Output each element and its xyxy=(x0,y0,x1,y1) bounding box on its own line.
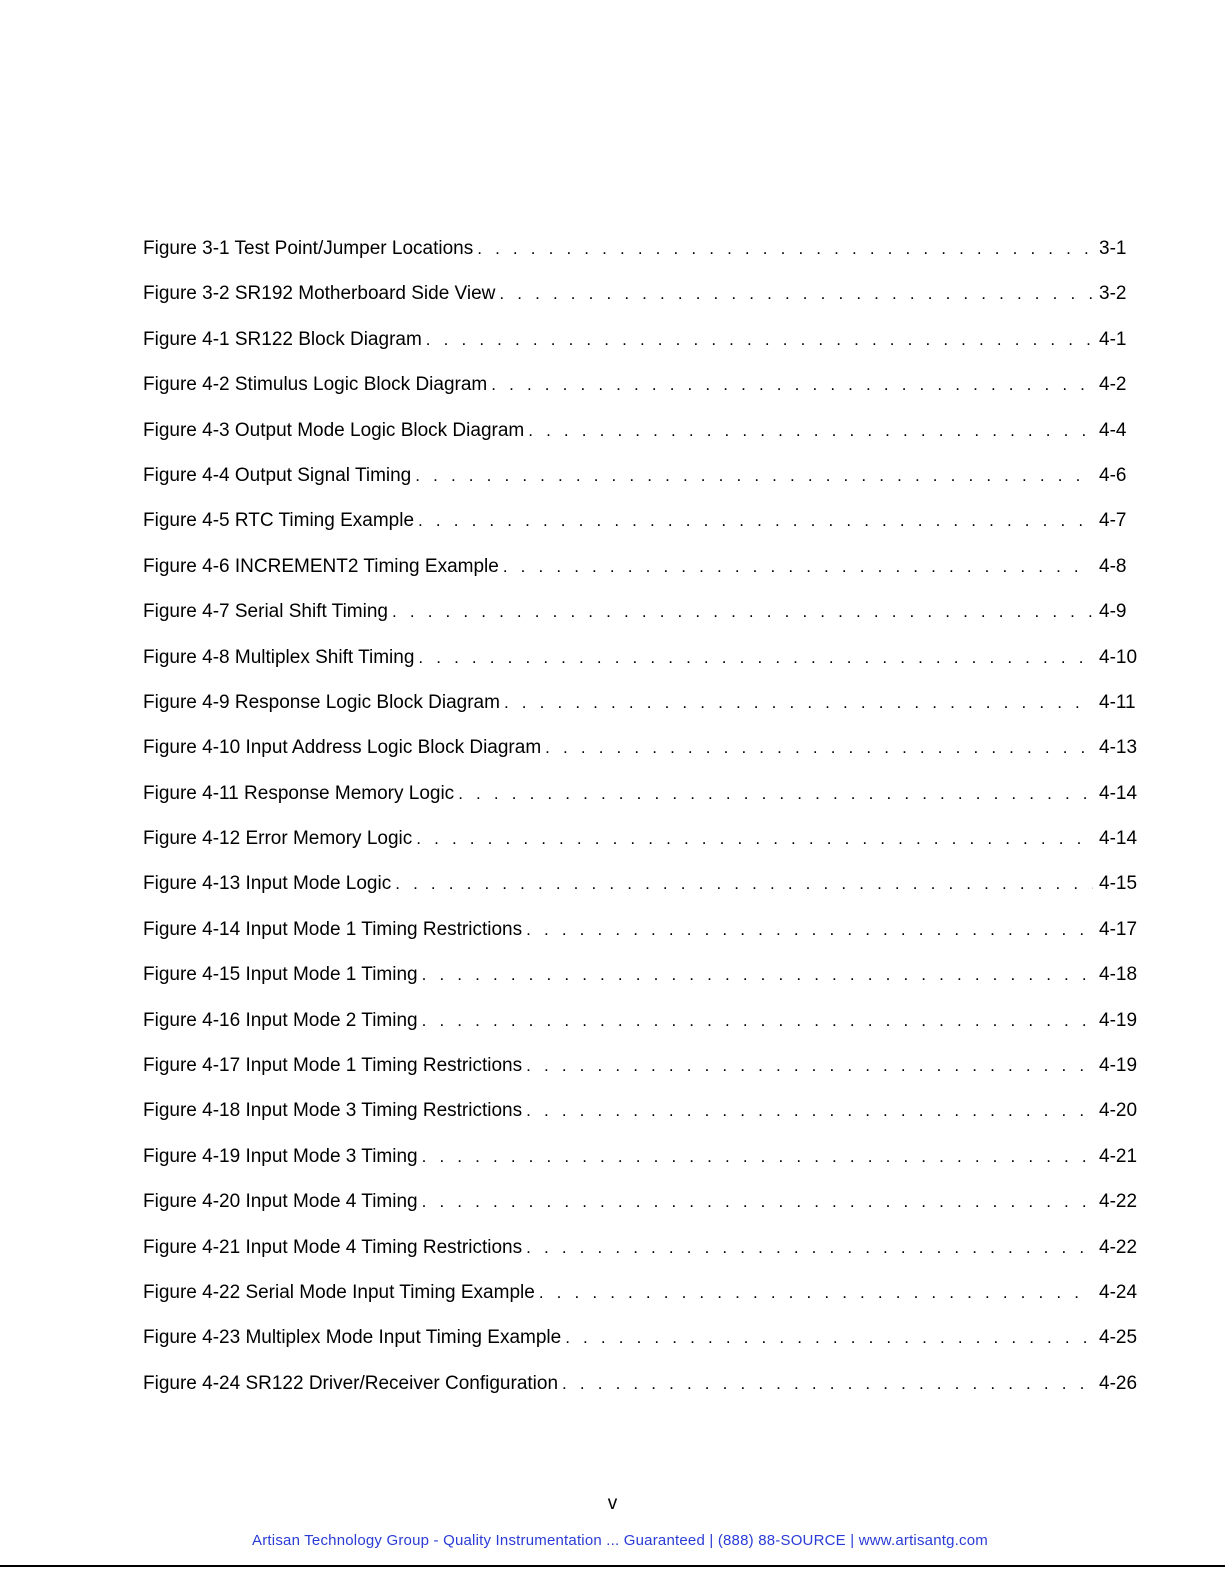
dot-leader xyxy=(526,1053,1093,1079)
toc-entry[interactable] xyxy=(143,1098,1143,1143)
toc-entry[interactable] xyxy=(143,690,1143,735)
toc-entry-page: 4-19 xyxy=(1099,1009,1138,1031)
toc-entry-title: Figure 4-7 Serial Shift Timing xyxy=(143,601,388,623)
toc-entry-page: 4-8 xyxy=(1099,555,1127,577)
toc-entry-title: Figure 4-20 Input Mode 4 Timing xyxy=(143,1191,418,1213)
toc-entry-title: Figure 4-15 Input Mode 1 Timing xyxy=(143,964,418,986)
toc-entry[interactable] xyxy=(143,418,1143,463)
toc-entry-title: Figure 3-1 Test Point/Jumper Locations xyxy=(143,238,474,259)
dot-leader xyxy=(458,781,1093,807)
toc-entry-page: 4-9 xyxy=(1099,601,1127,623)
toc-entry[interactable] xyxy=(143,1053,1143,1098)
dot-leader xyxy=(426,327,1093,353)
toc-entry[interactable] xyxy=(143,327,1143,372)
toc-entry-page: 4-26 xyxy=(1099,1372,1138,1394)
dot-leader xyxy=(418,508,1093,534)
dot-leader xyxy=(526,1098,1093,1124)
toc-entry[interactable] xyxy=(143,917,1143,962)
toc-entry[interactable] xyxy=(143,463,1143,508)
toc-entry-title: Figure 4-4 Output Signal Timing xyxy=(143,464,412,486)
page-number: v xyxy=(607,1493,618,1514)
dot-leader xyxy=(422,1008,1093,1034)
toc-entry[interactable] xyxy=(143,1008,1143,1053)
footer-link[interactable]: Artisan Technology Group - Quality Instrumentation ... Guaranteed | (888) 88-SOURCE | www.artisantg.com xyxy=(252,1532,988,1549)
toc-entry-title: Figure 4-24 SR122 Driver/Receiver Configuration xyxy=(143,1372,559,1394)
toc-entry-title: Figure 4-8 Multiplex Shift Timing xyxy=(143,646,415,668)
toc-entry[interactable] xyxy=(143,1325,1143,1370)
toc-entry[interactable] xyxy=(143,871,1143,916)
toc-entry[interactable] xyxy=(143,1371,1143,1416)
toc-entry[interactable] xyxy=(143,281,1143,326)
toc-entry-page: 4-18 xyxy=(1099,964,1138,986)
toc-entry-title: Figure 4-22 Serial Mode Input Timing Example xyxy=(143,1281,535,1303)
toc-entry[interactable] xyxy=(143,599,1143,644)
toc-entry-page: 4-20 xyxy=(1099,1100,1138,1122)
toc-entry-page: 4-21 xyxy=(1099,1145,1138,1167)
toc-entry[interactable] xyxy=(143,1280,1143,1325)
toc-entry-title: Figure 4-3 Output Mode Logic Block Diagram xyxy=(143,419,525,441)
dot-leader xyxy=(503,554,1093,580)
toc-entry-title: Figure 4-10 Input Address Logic Block Diagram xyxy=(143,737,542,759)
toc-entry[interactable] xyxy=(143,1235,1143,1280)
toc-entry-page: 4-15 xyxy=(1099,873,1138,895)
toc-entry-page: 3-2 xyxy=(1099,283,1127,305)
toc-entry[interactable] xyxy=(143,236,1143,281)
dot-leader xyxy=(422,1144,1093,1170)
dot-leader xyxy=(392,599,1093,625)
toc-entry-title: Figure 4-16 Input Mode 2 Timing xyxy=(143,1009,418,1031)
toc-entry-title: Figure 4-13 Input Mode Logic xyxy=(143,873,392,895)
toc-entry-title: Figure 4-5 RTC Timing Example xyxy=(143,510,415,532)
toc-entry-page: 3-1 xyxy=(1099,238,1127,259)
dot-leader xyxy=(491,372,1093,398)
toc-entry-page: 4-13 xyxy=(1099,737,1138,759)
toc-entry[interactable] xyxy=(143,735,1143,780)
toc-entry-page: 4-1 xyxy=(1099,328,1127,350)
toc-entry-title: Figure 4-18 Input Mode 3 Timing Restrictions xyxy=(143,1100,523,1122)
dot-leader xyxy=(422,962,1093,988)
dot-leader xyxy=(416,826,1093,852)
toc-entry-page: 4-22 xyxy=(1099,1236,1138,1258)
toc-entry-title: Figure 4-6 INCREMENT2 Timing Example xyxy=(143,555,499,577)
toc-entry[interactable] xyxy=(143,645,1143,690)
dot-leader xyxy=(504,690,1093,716)
toc-entry-title: Figure 4-19 Input Mode 3 Timing xyxy=(143,1145,418,1167)
dot-leader xyxy=(477,236,1093,262)
dot-leader xyxy=(528,418,1093,444)
dot-leader xyxy=(418,645,1093,671)
toc-entry-page: 4-6 xyxy=(1099,464,1127,486)
toc-entry-page: 4-4 xyxy=(1099,419,1127,441)
dot-leader xyxy=(422,1189,1093,1215)
dot-leader xyxy=(415,463,1093,489)
dot-leader xyxy=(499,281,1093,307)
toc-entry-title: Figure 4-21 Input Mode 4 Timing Restrictions xyxy=(143,1236,523,1258)
toc-entry-page: 4-17 xyxy=(1099,918,1138,940)
toc-entry[interactable] xyxy=(143,372,1143,417)
toc-entry[interactable] xyxy=(143,962,1143,1007)
toc-entry-title: Figure 4-2 Stimulus Logic Block Diagram xyxy=(143,374,488,396)
toc-entry-title: Figure 4-1 SR122 Block Diagram xyxy=(143,328,422,350)
toc-entry[interactable] xyxy=(143,781,1143,826)
toc-entry-page: 4-24 xyxy=(1099,1281,1138,1303)
dot-leader xyxy=(565,1325,1093,1351)
toc-entry[interactable] xyxy=(143,1144,1143,1189)
toc-entry-page: 4-19 xyxy=(1099,1055,1138,1077)
bottom-divider xyxy=(0,1565,1225,1567)
dot-leader xyxy=(526,917,1093,943)
toc-entry-title: Figure 4-11 Response Memory Logic xyxy=(143,782,455,804)
dot-leader xyxy=(526,1235,1093,1261)
toc-entry-page: 4-2 xyxy=(1099,374,1127,396)
toc-entry-page: 4-11 xyxy=(1099,691,1136,713)
toc-entry-title: Figure 3-2 SR192 Motherboard Side View xyxy=(143,283,496,305)
toc-entry-title: Figure 4-12 Error Memory Logic xyxy=(143,828,413,850)
dot-leader xyxy=(562,1371,1093,1397)
dot-leader xyxy=(545,735,1093,761)
toc-entry[interactable] xyxy=(143,1189,1143,1234)
toc-entry-page: 4-14 xyxy=(1099,828,1138,850)
toc-entry[interactable] xyxy=(143,508,1143,553)
dot-leader xyxy=(395,871,1093,897)
toc-entry[interactable] xyxy=(143,554,1143,599)
toc-entry-page: 4-7 xyxy=(1099,510,1127,532)
toc-entry-title: Figure 4-9 Response Logic Block Diagram xyxy=(143,691,500,713)
toc-entry[interactable] xyxy=(143,826,1143,871)
dot-leader xyxy=(539,1280,1093,1306)
list-of-figures xyxy=(143,236,1143,1416)
toc-entry-title: Figure 4-17 Input Mode 1 Timing Restrictions xyxy=(143,1055,523,1077)
toc-entry-page: 4-22 xyxy=(1099,1191,1138,1213)
toc-entry-page: 4-14 xyxy=(1099,782,1138,804)
toc-entry-page: 4-10 xyxy=(1099,646,1138,668)
toc-entry-page: 4-25 xyxy=(1099,1327,1138,1349)
toc-entry-title: Figure 4-14 Input Mode 1 Timing Restrictions xyxy=(143,918,523,940)
toc-entry-title: Figure 4-23 Multiplex Mode Input Timing Example xyxy=(143,1327,562,1349)
